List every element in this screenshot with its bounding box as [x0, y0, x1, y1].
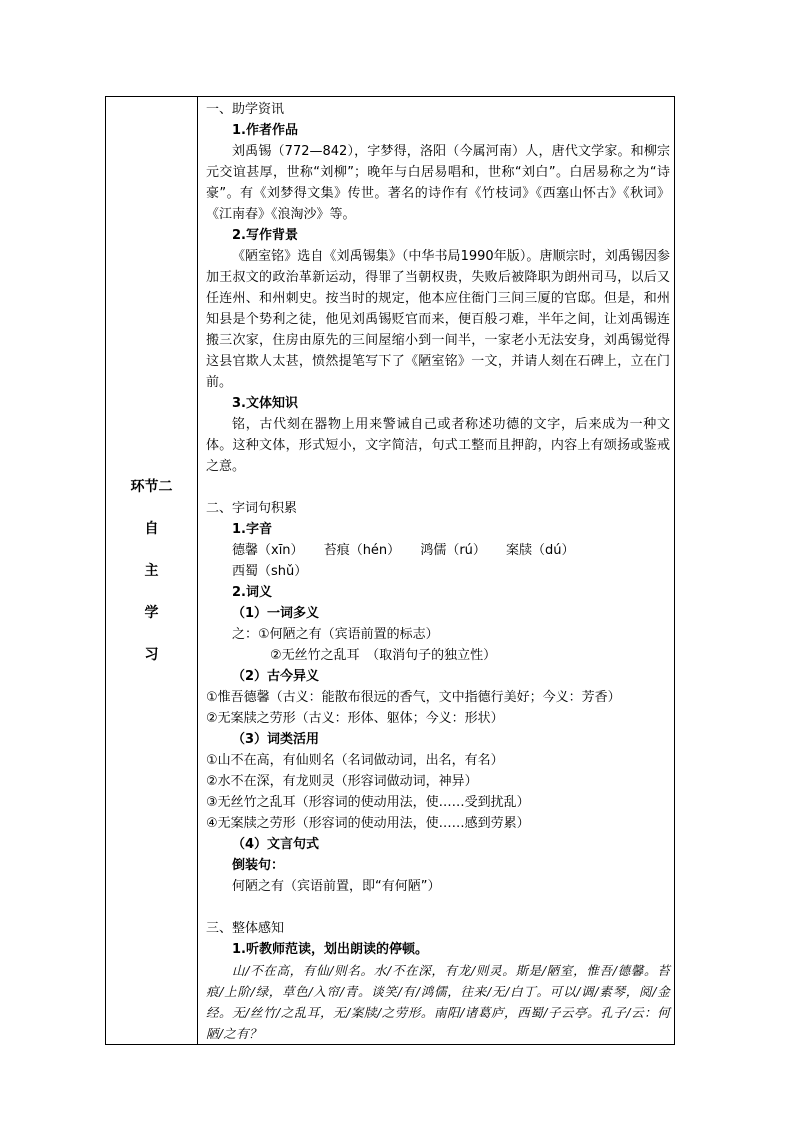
heading-ancient-modern: （2）古今异义	[232, 669, 320, 684]
heading-style: 3.文体知识	[232, 396, 298, 411]
polysemy-item: 之：①何陋之有（宾语前置的标志）	[232, 627, 439, 642]
author-paragraph: 刘禹锡（772—842），字梦得，洛阳（今属河南）人，唐代文学家。和柳宗元交谊甚厚，世称“刘柳”；晚年与白居易唱和，世称“刘白”。白居易称之为“诗豪”。有《刘梦得文集》传世。著名的诗作有《竹枝词》《西塞山怀古》《秋词》《江南春》《浪淘沙》等。	[206, 144, 670, 222]
heading-syntax: （4）文言句式	[232, 837, 320, 852]
heading-word-class: （3）词类活用	[232, 732, 320, 747]
stage-label	[106, 466, 197, 676]
word-class-item: ①山不在高，有仙则名（名词做动词，出名，有名）	[206, 753, 504, 768]
pron-item: 案牍（dú）	[506, 543, 575, 558]
word-class-item: ③无丝竹之乱耳（形容词的使动用法，使……受到扰乱）	[206, 795, 530, 810]
heading-polysemy: （1）一词多义	[232, 606, 320, 621]
style-paragraph: 铭，古代刻在器物上用来警诫自己或者称述功德的文字，后来成为一种文体。这种文体，形式短小，文字简洁，句式工整而且押韵，内容上有颂扬或鉴戒之意。	[206, 417, 670, 474]
stage-line: 自	[144, 520, 159, 537]
pronunciation-list	[206, 540, 670, 582]
heading-background: 2.写作背景	[232, 228, 298, 243]
pron-item: 苔痕（hén）	[323, 543, 401, 558]
content-cell	[198, 97, 675, 1045]
pron-item: 西蜀（shǔ）	[232, 564, 308, 579]
section-title-overview: 三、整体感知	[206, 921, 285, 936]
reading-pauses-text: 山/不在高，有仙/则名。水/不在深，有龙/则灵。斯是/陋室，惟吾/德馨。苔痕/上阶/绿，草色/入帘/青。谈笑/有/鸿儒，往来/无/白丁。可以/调/素琴，阅/金经。无/丝竹/之乱耳，无/案牍/之劳形。南阳/诸葛庐，西蜀/子云亭。孔子/云：何陋/之有？	[206, 963, 670, 1041]
ancient-modern-item: ①惟吾德馨（古义：能散布很远的香气，文中指德行美好；今义：芳香）	[206, 690, 621, 705]
heading-reading: 1.听教师范读，划出朗读的停顿。	[232, 942, 428, 957]
spacer	[206, 477, 670, 498]
stage-line: 学	[144, 604, 159, 621]
word-class-item: ④无案牍之劳形（形容词的使动用法，使……感到劳累）	[206, 816, 530, 831]
spacer	[206, 897, 670, 918]
lesson-plan-table	[105, 96, 675, 1045]
heading-author: 1.作者作品	[232, 123, 298, 138]
pron-item: 鸿儒（rú）	[420, 543, 486, 558]
word-class-item: ②水不在深，有龙则灵（形容词做动词，神异）	[206, 774, 478, 789]
inversion-example: 何陋之有（宾语前置，即“有何陋”）	[232, 879, 441, 894]
stage-line: 习	[144, 646, 159, 663]
stage-label-cell	[106, 97, 198, 1045]
heading-meaning: 2.词义	[232, 585, 272, 600]
heading-inversion: 倒装句：	[232, 858, 285, 873]
stage-line: 环节二	[130, 478, 173, 495]
stage-line: 主	[144, 562, 159, 579]
section-title-info: 一、助学资讯	[206, 102, 285, 117]
table-row	[106, 97, 675, 1045]
lesson-content	[198, 97, 674, 1044]
section-title-vocab: 二、字词句积累	[206, 501, 298, 516]
background-paragraph: 《陋室铭》选自《刘禹锡集》（中华书局1990年版）。唐顺宗时，刘禹锡因参加王叔文的政治革新运动，得罪了当朝权贵，失败后被降职为朗州司马，以后又任连州、和州刺史。按当时的规定，他本应住衙门三间三厦的官邸。但是，和州知县是个势利之徒，他见刘禹锡贬官而来，便百般刁难，半年之间，让刘禹锡连搬三次家，住房由原先的三间屋缩小到一间半，一家老小无法安身，刘禹锡觉得这县官欺人太甚，愤然提笔写下了《陋室铭》一文，并请人刻在石碑上，立在门前。	[206, 249, 670, 390]
heading-pronunciation: 1.字音	[232, 522, 272, 537]
pron-item: 德馨（xīn）	[232, 543, 304, 558]
ancient-modern-item: ②无案牍之劳形（古义：形体、躯体；今义：形状）	[206, 711, 504, 726]
polysemy-item: ②无丝竹之乱耳 （取消句子的独立性）	[270, 648, 497, 663]
